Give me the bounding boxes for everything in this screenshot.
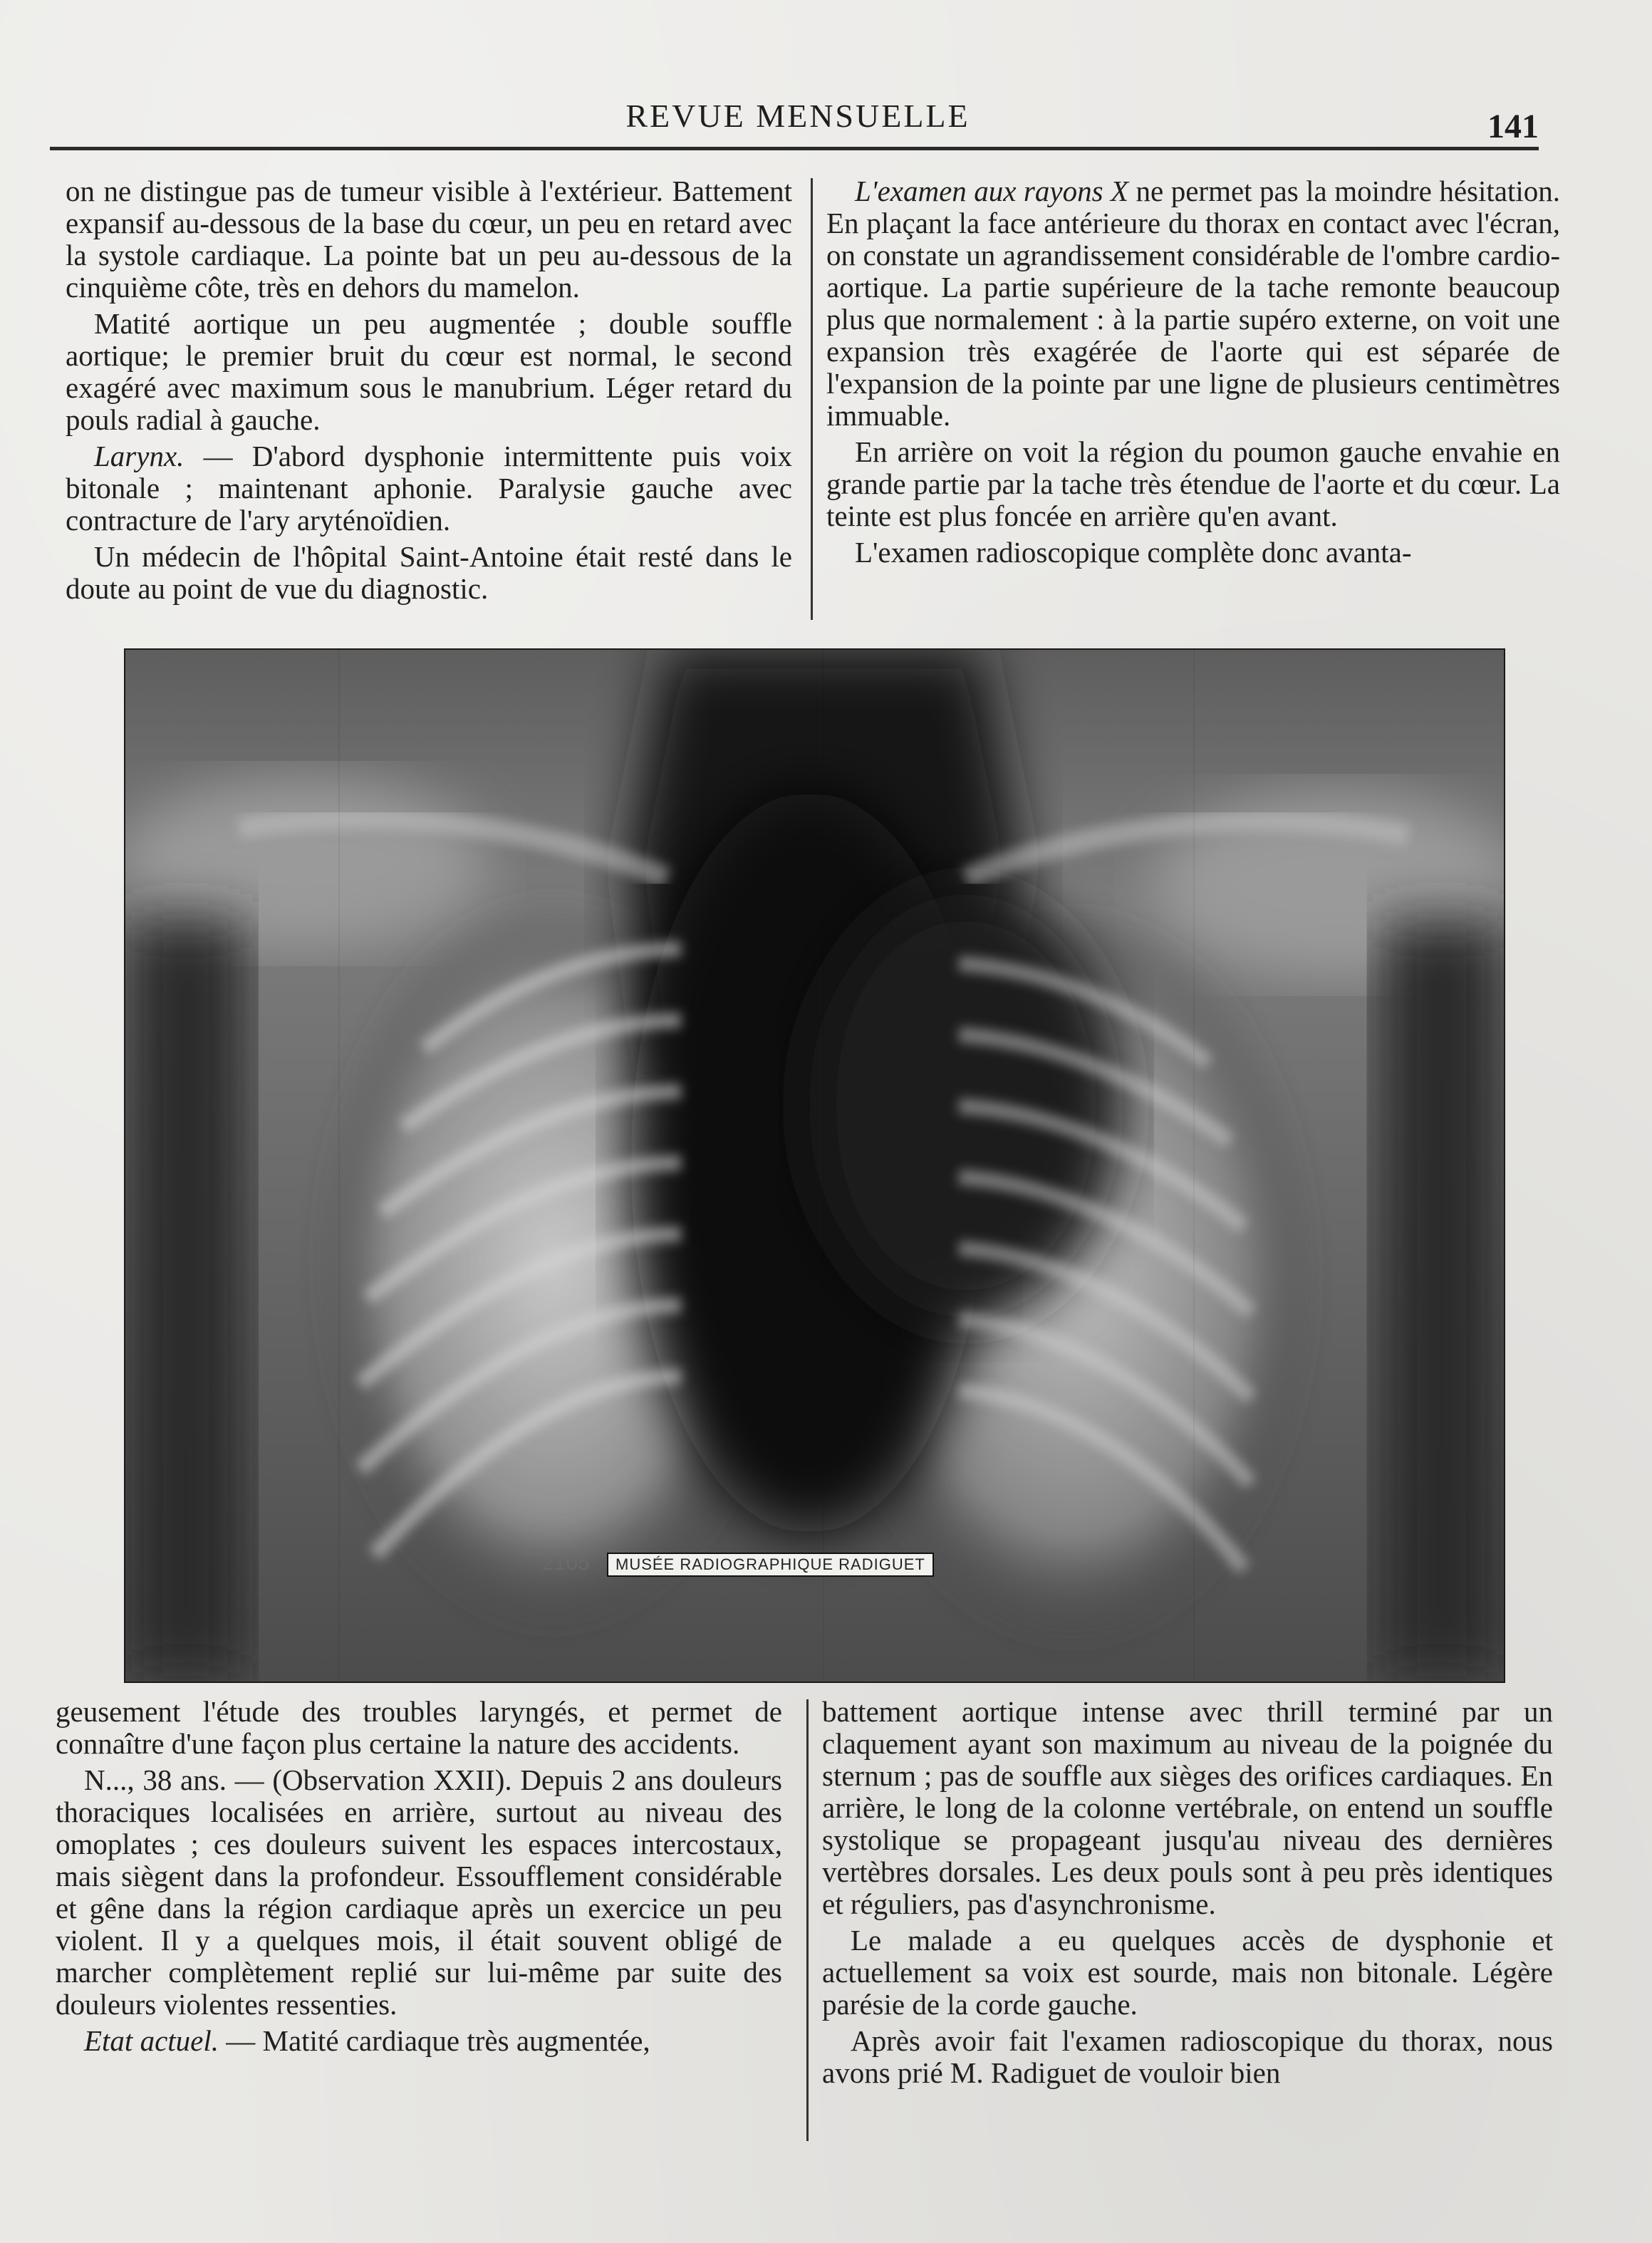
xray-label: L'examen aux rayons X xyxy=(855,175,1129,207)
larynx-label: Larynx. xyxy=(94,440,185,472)
page-header xyxy=(57,91,1539,145)
running-title: REVUE MENSUELLE xyxy=(625,98,970,134)
left-column-bottom xyxy=(56,1696,782,2061)
paragraph: on ne distingue pas de tumeur visible à l'extérieur. Battement expansif au-dessous de la base du cœur, un peu en retard avec la systole cardiaque. La pointe bat un peu au-dessous de la cinquième côte, très en dehors du mamelon. xyxy=(66,175,792,304)
column-rule-bottom xyxy=(806,1699,809,2141)
radiograph-image xyxy=(125,650,1504,1682)
page-number: 141 xyxy=(1487,108,1539,145)
paragraph: Matité aortique un peu augmentée ; double souffle aortique; le premier bruit du cœur est normal, le second exagéré avec maximum sous le manubrium. Léger retard du pouls radial à gauche. xyxy=(66,307,792,436)
paragraph: Le malade a eu quelques accès de dysphonie et actuellement sa voix est sourde, mais non bitonale. Légère parésie de la corde gauche. xyxy=(822,1924,1553,2021)
paragraph: N..., 38 ans. — (Observation XXII). Depuis 2 ans douleurs thoraciques localisées en arrière, surtout au niveau des omoplates ; ces douleurs suivent les espaces intercostaux, mais siègent dans la profondeur. Essoufflement considérable et gêne dans la région cardiaque après un exercice un peu violent. Il y a quelques mois, il était souvent obligé de marcher complètement replié sur lui-même par suite des douleurs violentes ressenties. xyxy=(56,1763,782,2021)
right-column-bottom xyxy=(822,1696,1553,2093)
paragraph: Après avoir fait l'examen radioscopique du thorax, nous avons prié M. Radiguet de vouloir bien xyxy=(822,2024,1553,2089)
column-rule-top xyxy=(811,178,813,620)
paragraph: geusement l'étude des troubles laryngés, et permet de connaître d'une façon plus certaine la nature des accidents. xyxy=(56,1695,782,1760)
etat-text: — Matité cardiaque très augmentée, xyxy=(219,2024,650,2057)
paragraph: battement aortique intense avec thrill terminé par un claquement ayant son maximum au niveau de la poignée du sternum ; pas de souffle aux sièges des orifices cardiaques. En arrière, le long de la colonne vertébrale, on entend un souffle systolique se propageant jusqu'au niveau des dernières vertèbres dorsales. Les deux pouls sont à peu près identiques et réguliers, pas d'asynchronisme. xyxy=(822,1695,1553,1920)
right-column-top xyxy=(826,175,1560,573)
paragraph: L'examen radioscopique complète donc avanta- xyxy=(855,536,1412,569)
museum-label: MUSÉE RADIOGRAPHIQUE RADIGUET xyxy=(607,1553,934,1577)
paragraph: En arrière on voit la région du poumon gauche envahie en grande partie par la tache très étendue de l'aorte et du cœur. La teinte est plus foncée en arrière qu'en avant. xyxy=(826,435,1560,532)
paragraph-larynx xyxy=(66,440,792,537)
chest-radiograph xyxy=(125,650,1504,1682)
left-column-top xyxy=(66,175,792,609)
larynx-text: — D'abord dysphonie intermittente puis voix bitonale ; maintenant aphonie. Paralysie gauche avec contracture de l'ary aryténoïdien. xyxy=(66,440,792,537)
header-rule xyxy=(50,147,1539,150)
xray-text: ne permet pas la moindre hésitation. En plaçant la face antérieure du thorax en contact avec l'écran, on constate un agrandissement considérable de l'ombre cardio-aortique. La partie supérieure de la tache remonte beaucoup plus que normalement : à la partie supéro externe, on voit une expansion très exagérée de l'aorte qui est séparée de l'expansion de la pointe par une ligne de plusieurs centimètres immuable. xyxy=(826,175,1560,432)
etat-label: Etat actuel. xyxy=(84,2024,219,2057)
paragraph-etat xyxy=(56,2025,782,2057)
paragraph-xray xyxy=(826,175,1560,432)
plate-number: 2105 xyxy=(542,1551,590,1575)
paragraph: Un médecin de l'hôpital Saint-Antoine était resté dans le doute au point de vue du diagnostic. xyxy=(66,540,792,605)
